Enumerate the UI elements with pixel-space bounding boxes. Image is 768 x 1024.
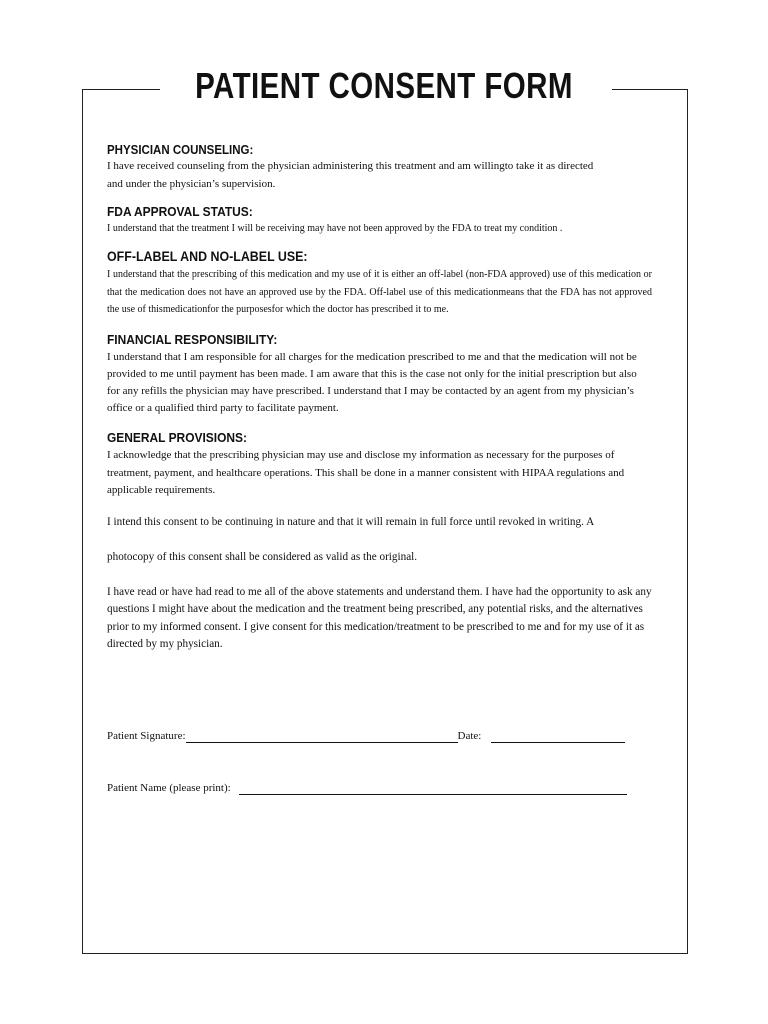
section-heading: FINANCIAL RESPONSIBILITY: xyxy=(107,331,278,347)
section-text: I understand that the prescribing of this medication and my use of it is either an off-label (non-FDA approved) use of this medication or that the medication does not have an approved use by the FDA. Off-label use of this medicationmeans that the FDA has not approved the use of thismedicationfor the purposesfor which the doctor has prescribed it to me. xyxy=(107,269,652,315)
date-field[interactable] xyxy=(491,730,625,743)
section-heading: GENERAL PROVISIONS: xyxy=(107,430,248,446)
patient-name-row xyxy=(107,781,627,795)
section-heading: PHYSICIAN COUNSELING: xyxy=(107,143,254,157)
patient-signature-field[interactable] xyxy=(186,730,458,743)
section-physician-counseling xyxy=(107,142,652,193)
section-text: I understand that the treatment I will be receiving may have not been approved by the FDA to treat my condition . xyxy=(107,223,563,234)
acknowledgement-paragraph: I have read or have had read to me all of the above statements and understand them. I have had the opportunity to ask any questions I might have about the medication and the treatment being prescribed, any potential risks, and the alternatives prior to my informed consent. I give consent for this medication/treatment to be prescribed to me and for my use of it as directed by my physician. xyxy=(107,586,652,650)
section-text: I understand that I am responsible for all charges for the medication prescribed to me and that the medication will not be provided to me until payment has been made. I am aware that this is the case not only for the initial prescription but also for any refills the physician may have prescribed. I understand that I may be contacted by an agent from my physician’s office or a qualified third party to facilitate payment. xyxy=(107,350,637,415)
section-heading: FDA APPROVAL STATUS: xyxy=(107,204,253,219)
section-heading: OFF-LABEL AND NO-LABEL USE: xyxy=(107,249,308,264)
patient-name-field[interactable] xyxy=(239,782,627,795)
page-title: PATIENT CONSENT FORM xyxy=(195,65,573,106)
section-text: I have received counseling from the physician administering this treatment and am willingto take it as directed and under the physician’s supervision. xyxy=(107,160,594,190)
signature-row xyxy=(107,729,625,743)
section-general xyxy=(107,429,652,500)
continuing-paragraph: I intend this consent to be continuing in nature and that it will remain in full force until revoked in writing. A xyxy=(107,515,595,528)
section-off-label xyxy=(107,248,652,319)
patient-signature-label: Patient Signature: xyxy=(107,730,186,742)
patient-name-label: Patient Name (please print): xyxy=(107,782,231,794)
form-body xyxy=(107,142,652,653)
section-financial xyxy=(107,331,652,418)
date-label: Date: xyxy=(457,730,482,742)
section-fda-approval xyxy=(107,203,652,237)
photocopy-paragraph: photocopy of this consent shall be considered as valid as the original. xyxy=(107,551,418,564)
section-text: I acknowledge that the prescribing physician may use and disclose my information as necessary for the purposes of treatment, payment, and healthcare operations. This shall be done in a manner consistent with HIPAA regulations and applicable requirements. xyxy=(107,449,625,497)
